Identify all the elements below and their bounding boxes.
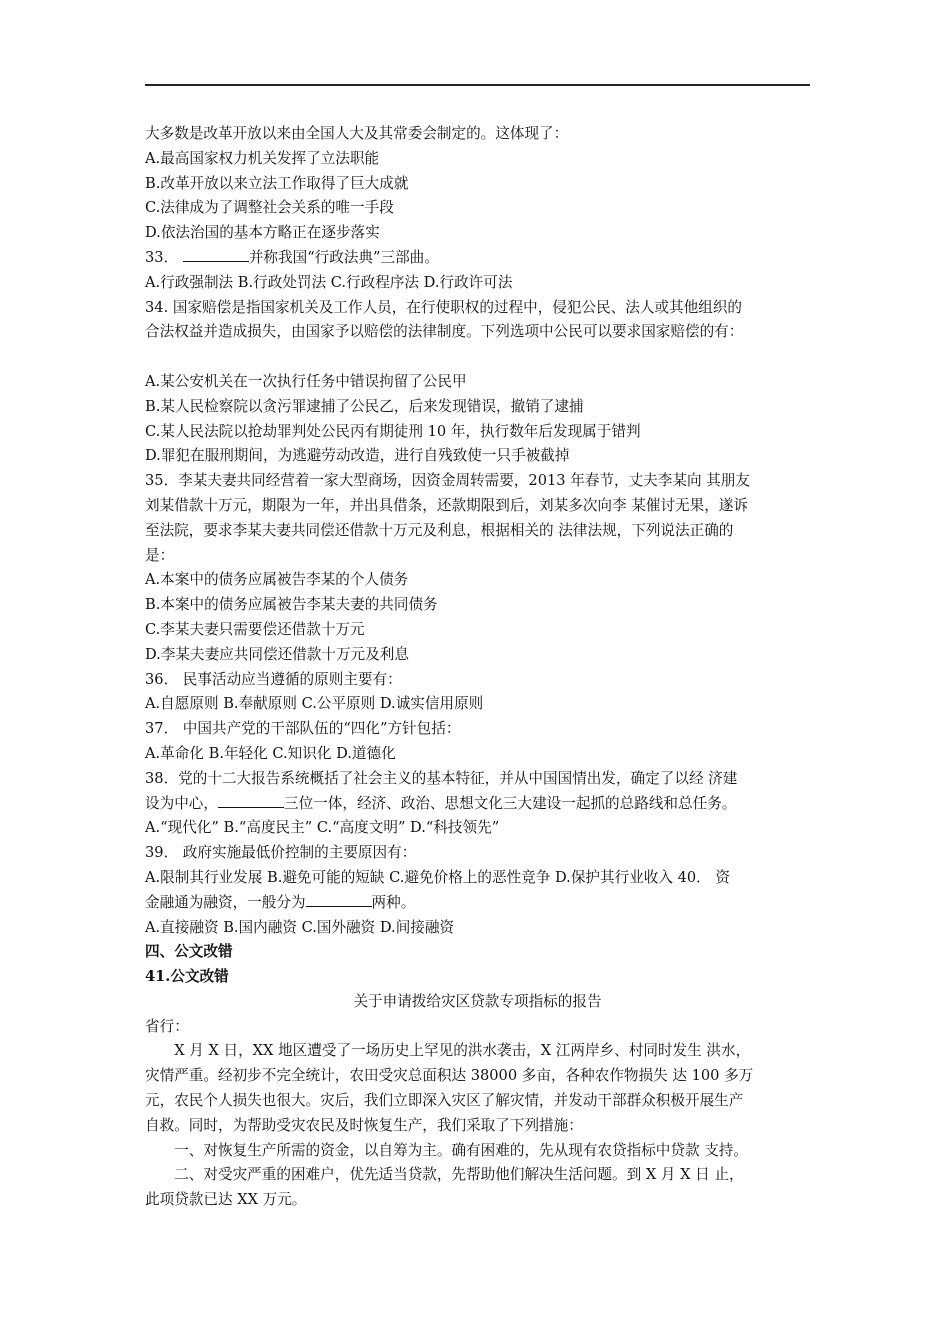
- body-paragraph: X 月 X 日，XX 地区遭受了一场历史上罕见的洪水袭击，X 江两岸乡、村同时发生 洪水，: [174, 1042, 751, 1060]
- option-d: D.李某夫妻应共同偿还借款十万元及利息: [145, 645, 409, 663]
- options-37: A.革命化 B.年轻化 C.知识化 D.道德化: [145, 744, 396, 762]
- option-b: B.改革开放以来立法工作取得了巨大成就: [145, 174, 409, 192]
- question-33: [145, 246, 810, 271]
- measure-1: 一、对恢复生产所需的资金，以自筹为主。确有困难的，先从现有农贷指标中贷款 支持。: [174, 1141, 748, 1159]
- option-c: C.某人民法院以抢劫罪判处公民丙有期徒刑 10 年，执行数年后发现属于错判: [145, 422, 641, 440]
- question-text: 金融通为融资，一般分为: [145, 893, 306, 911]
- header-rule: [145, 84, 810, 86]
- measure-2-cont: 此项贷款已达 XX 万元。: [145, 1191, 307, 1209]
- options-36: A.自愿原则 B.奉献原则 C.公平原则 D.诚实信用原则: [145, 695, 484, 713]
- option-c: C.李某夫妻只需要偿还借款十万元: [145, 620, 365, 638]
- question-number: 33．: [145, 248, 179, 266]
- question-text: 设为中心，: [145, 794, 218, 812]
- option-a: A.最高国家权力机关发挥了立法职能: [145, 149, 380, 167]
- question-40-cont: [145, 891, 810, 916]
- options-33: A.行政强制法 B.行政处罚法 C.行政程序法 D.行政许可法: [145, 273, 513, 291]
- body-paragraph-cont: 元，农民个人损失也很大。灾后，我们立即深入灾区了解灾情，并发动干部群众积极开展生产: [145, 1092, 744, 1110]
- salutation: 省行：: [145, 1017, 189, 1035]
- question-36: 36． 民事活动应当遵循的原则主要有：: [145, 670, 402, 688]
- question-35: 35．李某夫妻共同经营着一家大型商场，因资金周转需要，2013 年春节，丈夫李某向 其朋友: [145, 472, 750, 490]
- document-title: 关于申请拨给灾区贷款专项指标的报告: [353, 992, 602, 1010]
- option-b: B.本案中的债务应属被告李某夫妻的共同债务: [145, 596, 438, 614]
- question-34: 34. 国家赔偿是指国家机关及工作人员，在行使职权的过程中，侵犯公民、法人或其他组织的: [145, 298, 743, 316]
- question-text: 三位一体，经济、政治、思想文化三大建设一起抓的总路线和总任务。: [283, 794, 737, 812]
- question-text: 并称我国“行政法典”三部曲。: [248, 248, 439, 266]
- question-35-cont: 至法院，要求李某夫妻共同偿还借款十万元及利息，根据相关的 法律法规，下列说法正确的: [145, 521, 734, 539]
- option-a: A.本案中的债务应属被告李某的个人债务: [145, 571, 409, 589]
- question-38: 38．党的十二大报告系统概括了社会主义的基本特征，并从中国国情出发，确定了以经 济建: [145, 769, 738, 787]
- option-a: A.某公安机关在一次执行任务中错误拘留了公民甲: [145, 372, 467, 390]
- question-34-cont: 合法权益并造成损失，由国家予以赔偿的法律制度。下列选项中公民可以要求国家赔偿的有：: [145, 323, 744, 341]
- fill-blank: [218, 793, 284, 808]
- section-heading: 四、公文改错: [145, 943, 233, 961]
- option-d: D.依法治国的基本方略正在逐步落实: [145, 224, 380, 242]
- options-40: A.直接融资 B.国内融资 C.国外融资 D.间接融资: [145, 918, 455, 936]
- fill-blank: [306, 892, 372, 907]
- measure-2: 二、对受灾严重的困难户，优先适当贷款，先帮助他们解决生活问题。到 X 月 X 日 止，: [174, 1166, 744, 1184]
- body-paragraph-cont: 自救。同时，为帮助受灾农民及时恢复生产，我们采取了下列措施：: [145, 1116, 583, 1134]
- question-35-cont: 是：: [145, 546, 175, 564]
- empty-line: [145, 345, 810, 370]
- document-page: [145, 84, 810, 1213]
- subsection-heading: 41.公文改错: [145, 968, 229, 986]
- option-c: C.法律成为了调整社会关系的唯一手段: [145, 199, 394, 217]
- text-line: 大多数是改革开放以来由全国人大及其常委会制定的。这体现了：: [145, 125, 569, 142]
- option-d: D.罪犯在服刑期间，为逃避劳动改造，进行自残致使一只手被截掉: [145, 447, 570, 465]
- question-37: 37． 中国共产党的干部队伍的“四化”方针包括：: [145, 720, 461, 738]
- fill-blank: [183, 247, 249, 262]
- option-b: B.某人民检察院以贪污罪逮捕了公民乙，后来发现错误，撤销了逮捕: [145, 397, 584, 415]
- options-38: A.“现代化” B.“高度民主” C.“高度文明” D.“科技领先”: [145, 819, 500, 837]
- question-38-cont: [145, 792, 810, 817]
- body-paragraph-cont: 灾情严重。经初步不完全统计，农田受灾总面积达 38000 多亩，各种农作物损失 达 100 多万: [145, 1067, 754, 1085]
- question-39: 39． 政府实施最低价控制的主要原因有：: [145, 844, 417, 862]
- options-39: A.限制其行业发展 B.避免可能的短缺 C.避免价格上的恶性竞争 D.保护其行业收入 40． 资: [145, 868, 731, 886]
- question-35-cont: 刘某借款十万元，期限为一年，并出具借条，还款期限到后，刘某多次向李 某催讨无果，遂诉: [145, 496, 748, 514]
- question-text: 两种。: [371, 893, 416, 911]
